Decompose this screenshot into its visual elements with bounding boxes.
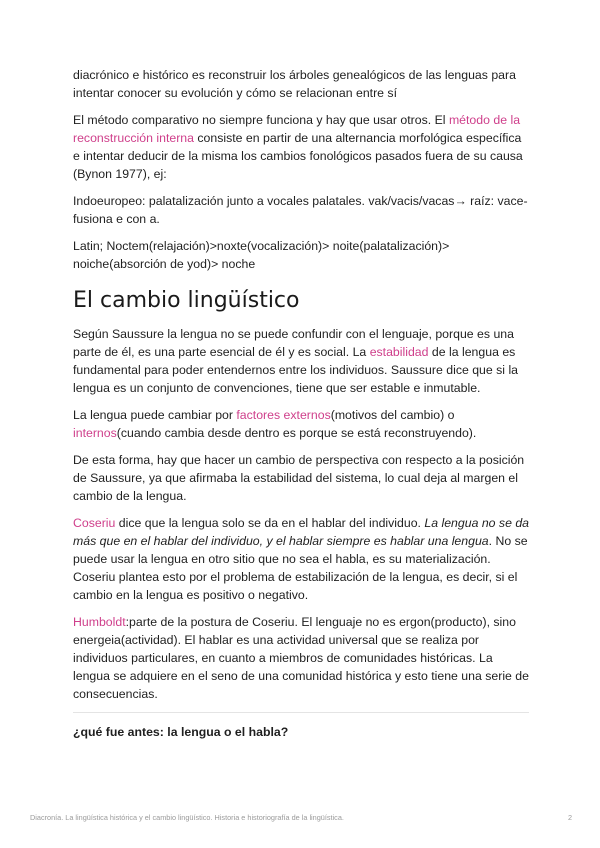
section-heading: El cambio lingüístico [73,288,300,313]
link-humboldt[interactable]: Humboldt [73,615,126,629]
paragraph-saussure [73,325,529,397]
paragraph-latin-text: Latin; Noctem(relajación)>noxte(vocalización)> noite(palatalización)> noiche(absorción de yod)> noche [73,239,450,271]
footer-page-number: 2 [567,813,572,822]
paragraph-coseriu-pre: dice que la lengua solo se da en el hablar del individuo. [115,516,425,530]
paragraph-saussure-post: de la lengua es fundamental para poder entendernos entre los individuos. Saussure dice que si la lengua es un conjunto de convenciones, tiene que ser estable e inmutable. [73,345,519,395]
paragraph-saussure-pre: Según Saussure la lengua no se puede confundir con el lenguaje, porque es una parte de él, es una parte esencial de él y es social. La [73,327,514,359]
paragraph-latin [73,237,529,273]
paragraph-coseriu-quote: La lengua no se da más que en el hablar del individuo, y el hablar siempre es hablar una lengua [73,516,530,548]
paragraph-method [73,111,529,183]
paragraph-indoeuropean-text: Indoeuropeo: palatalización junto a vocales palatales. vak/vacis/vacas→ raíz: vace- fusiona e con a. [73,194,528,226]
paragraph-indoeuropean [73,192,529,228]
link-estabilidad[interactable]: estabilidad [369,345,429,359]
paragraph-factors [73,406,529,442]
footer-title: Diacronía. La lingüística histórica y el cambio lingüístico. Historia e historiografía de la lingüística. [30,813,344,822]
link-factores-externos[interactable]: factores externos [236,408,331,422]
link-internos[interactable]: internos [73,426,117,440]
question-heading: ¿qué fue antes: la lengua o el habla? [73,725,289,739]
paragraph-factors-pre: La lengua puede cambiar por [73,408,237,422]
paragraph-method-pre: El método comparativo no siempre funciona y hay que usar otros. El [73,113,449,127]
paragraph-intro [73,66,529,102]
paragraph-method-post: consiste en partir de una alternancia morfológica específica e intentar deducir de la misma los cambios fonológicos pasados fuera de su causa (Bynon 1977), ej: [73,131,523,181]
page-footer [30,813,572,822]
paragraph-perspective [73,451,529,505]
paragraph-perspective-text: De esta forma, hay que hacer un cambio de perspectiva con respecto a la posición de Saussure, ya que afirmaba la estabilidad del sistema, lo cual deja al margen el cambio de la lengua. [73,453,525,503]
link-coseriu[interactable]: Coseriu [73,516,116,530]
paragraph-humboldt-post: :parte de la postura de Coseriu. El lenguaje no es ergon(producto), sino energeia(actividad). El hablar es una actividad universal que se realiza por individuos particulares, en cuanto a miembros de comunidades históricas. La lengua se adquiere en el seno de una comunidad histórica y esto tiene una serie de consecuencias. [73,615,529,701]
paragraph-humboldt [73,613,529,703]
page-content [73,66,529,741]
paragraph-factors-mid: (motivos del cambio) o [330,408,455,422]
paragraph-factors-post: (cuando cambia desde dentro es porque se está reconstruyendo). [116,426,477,440]
link-internal-reconstruction[interactable]: método de la reconstrucción interna [73,113,521,145]
paragraph-intro-text: diacrónico e histórico es reconstruir los árboles genealógicos de las lenguas para intentar conocer su evolución y cómo se relacionan entre sí [73,68,516,100]
paragraph-coseriu [73,514,529,604]
divider [73,712,529,713]
paragraph-coseriu-post: . No se puede usar la lengua en otro sitio que no sea el habla, es su materialización. Coseriu plantea esto por el problema de estabilización de la lengua, es decir, si el cambio en la lengua es positivo o negativo. [73,534,528,602]
